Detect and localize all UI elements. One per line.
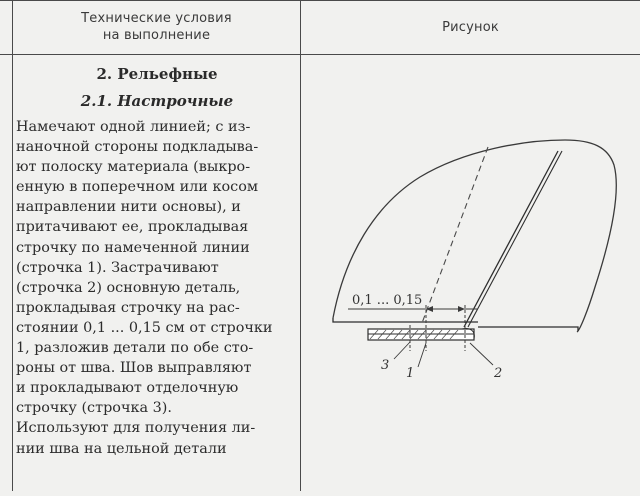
- stitch-line-1: [422, 147, 488, 323]
- text-line: (строчка 1). Застрачивают: [16, 259, 219, 276]
- header-figure: [301, 19, 640, 36]
- section-title: 2. Рельефные: [96, 65, 218, 83]
- text-line: прокладывая строчку на рас-: [16, 299, 240, 316]
- text-line: и прокладывают отделочную: [16, 380, 239, 397]
- text-line: Намечают одной линией; с из-: [16, 119, 251, 135]
- subsection-title: 2.1. Настрочные: [80, 92, 234, 110]
- technical-conditions-text: [16, 117, 298, 459]
- seam-diagram: [300, 55, 640, 491]
- seam-figure: [300, 55, 640, 491]
- stitch-label-2: 2: [494, 366, 503, 381]
- header-figure-label: Рисунок: [442, 20, 499, 35]
- text-line: Используют для получения ли-: [16, 420, 256, 437]
- text-line: ют полоску материала (выкро-: [16, 159, 251, 176]
- stitch-label-1: 1: [406, 366, 415, 381]
- dimension-arrow-right: [458, 306, 465, 312]
- text-line: 1, разложив детали по обе сто-: [16, 340, 254, 357]
- fabric-layer-top: [333, 318, 478, 322]
- leader-line-2: [470, 343, 493, 365]
- text-line: притачивают ее, прокладывая: [16, 219, 249, 236]
- stitch-label-3: 3: [381, 358, 390, 373]
- text-line: (строчка 2) основную деталь,: [16, 279, 241, 296]
- header-conditions-line2: на выполнение: [102, 28, 211, 43]
- text-line: нии шва на цельной детали: [16, 440, 227, 457]
- text-line: стоянии 0,1 ... 0,15 см от строчки: [16, 319, 273, 336]
- header-conditions-line1: Технические условия: [81, 11, 232, 26]
- dimension-arrow-left: [426, 306, 433, 312]
- leader-line-3: [394, 342, 410, 359]
- header-conditions: [13, 10, 300, 44]
- text-line: направлении нити основы), и: [16, 199, 241, 216]
- relief-seam-line-inner: [468, 151, 562, 327]
- text-line: енную в поперечном или косом: [16, 179, 259, 196]
- text-line: наночной стороны подкладыва-: [16, 139, 259, 156]
- text-line: строчку по намеченной линии: [16, 239, 250, 256]
- fabric-layer-right: [478, 327, 578, 331]
- leader-line-1: [418, 343, 426, 367]
- table-left-border: [12, 0, 13, 491]
- text-line: строчку (строчка 3).: [16, 400, 172, 417]
- table-top-border: [0, 0, 640, 1]
- text-line: роны от шва. Шов выправляют: [16, 360, 252, 377]
- dimension-label: 0,1 ... 0,15: [352, 293, 423, 308]
- relief-seam-line: [464, 151, 558, 327]
